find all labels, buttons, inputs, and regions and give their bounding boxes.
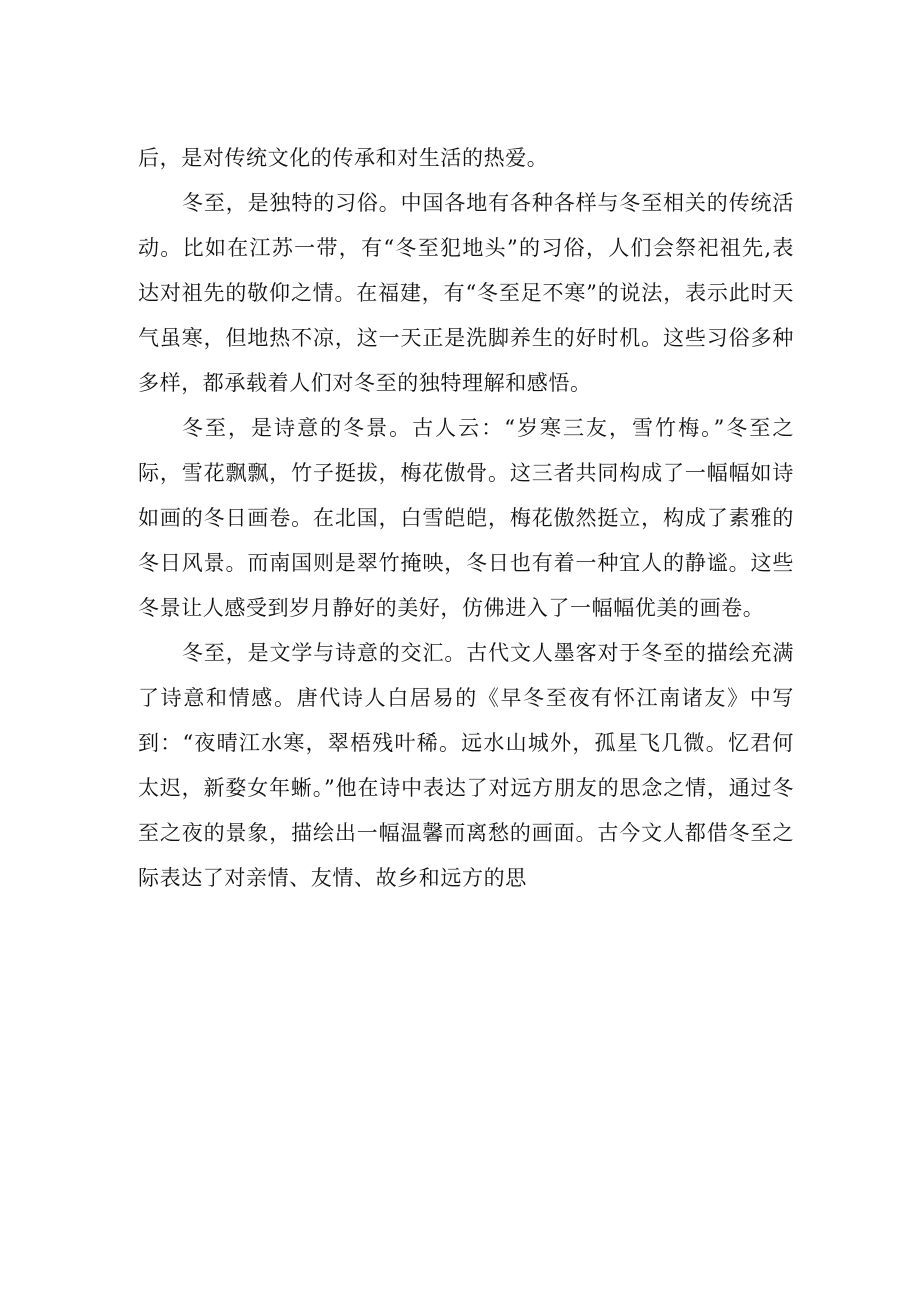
paragraph-continuation: 后，是对传统文化的传承和对生活的热爱。 <box>138 146 549 170</box>
document-body <box>138 136 794 901</box>
paragraph-customs: 冬至，是独特的习俗。中国各地有各种各样与冬至相关的传统活动。比如在江苏一带，有“冬至犯地头”的习俗，人们会祭祀祖先,表达对祖先的敬仰之情。在福建，有“冬至足不寒”的说法，表示此时天气虽寒，但地热不凉，这一天正是洗脚养生的好时机。这些习俗多种多样，都承载着人们对冬至的独特理解和感悟。 <box>138 191 794 395</box>
paragraph-literature: 冬至，是文学与诗意的交汇。古代文人墨客对于冬至的描绘充满了诗意和情感。唐代诗人白居易的《早冬至夜有怀江南诸友》中写到：“夜晴江水寒，翠梧残叶稀。远水山城外，孤星飞几微。忆君何太迟，新婺女年蜥。”他在诗中表达了对远方朋友的思念之情，通过冬至之夜的景象，描绘出一幅温馨而离愁的画面。古今文人都借冬至之际表达了对亲情、友情、故乡和远方的思 <box>138 641 794 890</box>
paragraph-winter-scenery: 冬至，是诗意的冬景。古人云：“岁寒三友，雪竹梅。”冬至之际，雪花飘飘，竹子挺拔，梅花傲骨。这三者共同构成了一幅幅如诗如画的冬日画卷。在北国，白雪皑皑，梅花傲然挺立，构成了素雅的冬日风景。而南国则是翠竹掩映，冬日也有着一种宜人的静谧。这些冬景让人感受到岁月静好的美好，仿佛进入了一幅幅优美的画卷。 <box>138 416 794 620</box>
